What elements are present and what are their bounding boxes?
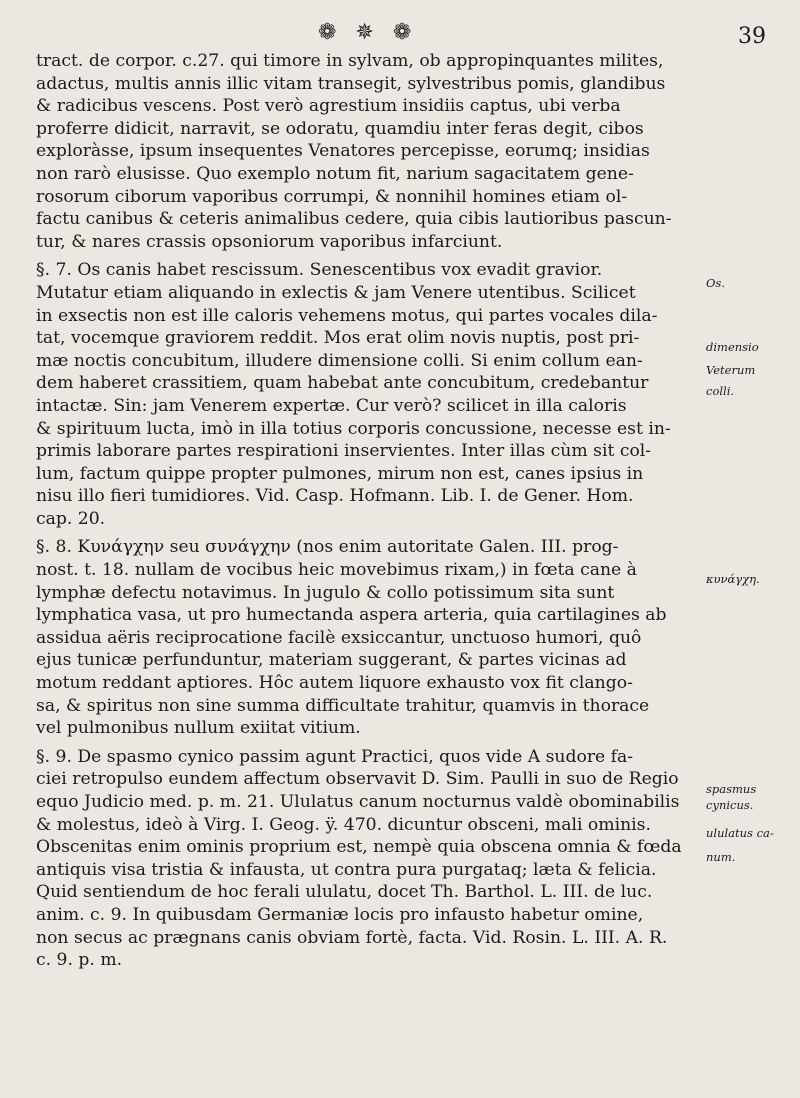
paragraph bbox=[36, 536, 704, 739]
text-line: motum reddant aptiores. Hôc autem liquore exhausto vox fit clango- bbox=[36, 673, 633, 694]
text-line: assidua aëris reciprocatione facilè exsiccantur, unctuoso humori, quô bbox=[36, 627, 642, 648]
text-line: rosorum ciborum vaporibus corrumpi, & nonnihil homines etiam ol- bbox=[36, 186, 628, 207]
paragraph bbox=[36, 259, 704, 530]
body-text bbox=[36, 50, 704, 972]
margin-note: colli. bbox=[706, 384, 735, 398]
text-line: factu canibus & ceteris animalibus cedere, quia cibis lautioribus pascun- bbox=[36, 209, 672, 230]
text-line: non secus ac prægnans canis obviam fortè, facta. Vid. Rosin. L. III. A. R. bbox=[36, 927, 668, 948]
text-line: dem haberet crassitiem, quam habebat ante concubitum, credebantur bbox=[36, 373, 649, 394]
text-line: §. 9. De spasmo cynico passim agunt Practici, quos vide A sudore fa- bbox=[36, 746, 634, 767]
margin-note: Os. bbox=[706, 276, 725, 290]
text-line: & spirituum lucta, imò in illa totius corporis concussione, necesse est in- bbox=[36, 418, 671, 439]
text-line: in exsectis non est ille caloris vehemens motus, qui partes vocales dila- bbox=[36, 305, 658, 326]
text-line: proferre didicit, narravit, se odoratu, quamdiu inter feras degit, cibos bbox=[36, 118, 644, 139]
text-line: nost. t. 18. nullam de vocibus heic movebimus rixam,) in fœta cane à bbox=[36, 560, 637, 581]
margin-note: κυνάγχη. bbox=[706, 572, 760, 586]
text-line: tract. de corpor. c.27. qui timore in sylvam, ob appropinquantes milites, bbox=[36, 51, 664, 71]
text-line: Quid sentiendum de hoc ferali ululatu, docet Th. Barthol. L. III. de luc. bbox=[36, 882, 653, 903]
text-line: exploràsse, ipsum insequentes Venatores percepisse, eorumq; insidias bbox=[36, 141, 650, 162]
text-line: adactus, multis annis illic vitam transegit, sylvestribus pomis, glandibus bbox=[36, 73, 666, 94]
text-line: c. 9. p. m. bbox=[36, 950, 123, 971]
margin-note: Veterum bbox=[706, 363, 756, 377]
margin-note: num. bbox=[706, 850, 736, 864]
margin-notes bbox=[706, 0, 796, 1098]
text-line: anim. c. 9. In quibusdam Germaniæ locis pro infausto habetur omine, bbox=[36, 904, 644, 925]
text-line: sa, & spiritus non sine summa difficultate trahitur, quamvis in thorace bbox=[36, 695, 650, 716]
text-line: lymphatica vasa, ut pro humectanda aspera arteria, quia cartilagines ab bbox=[36, 605, 667, 626]
paragraph bbox=[36, 746, 704, 972]
header-ornament: ❁ ✵ ❁ bbox=[318, 20, 418, 45]
text-line: mæ noctis concubitum, illudere dimensione colli. Si enim collum ean- bbox=[36, 350, 643, 371]
text-line: & molestus, ideò à Virg. I. Geog. ÿ. 470. dicuntur obsceni, mali ominis. bbox=[36, 814, 651, 835]
margin-note: dimensio bbox=[706, 340, 759, 354]
text-line: equo Judicio med. p. m. 21. Ululatus canum nocturnus valdè obominabilis bbox=[36, 792, 680, 812]
text-line: intactæ. Sin: jam Venerem expertæ. Cur verò? scilicet in illa caloris bbox=[36, 395, 627, 416]
text-line: lum, factum quippe propter pulmones, mirum non est, canes ipsius in bbox=[36, 463, 644, 484]
margin-note: cynicus. bbox=[706, 798, 754, 812]
text-line: antiquis visa tristia & infausta, ut contra pura purgataq; læta & felicia. bbox=[36, 859, 657, 880]
margin-note: ululatus ca- bbox=[706, 826, 774, 840]
text-line: Mutatur etiam aliquando in exlectis & jam Venere utentibus. Scilicet bbox=[36, 282, 636, 303]
text-line: ciei retropulso eundem affectum observavit D. Sim. Paulli in suo de Regio bbox=[36, 769, 679, 790]
text-line: nisu illo fieri tumidiores. Vid. Casp. Hofmann. Lib. I. de Gener. Hom. bbox=[36, 486, 634, 507]
text-line: primis laborare partes respirationi inservientes. Inter illas cùm sit col- bbox=[36, 441, 652, 462]
text-line: non rarò elusisse. Quo exemplo notum fit, narium sagacitatem gene- bbox=[36, 163, 634, 184]
text-line: tat, vocemque graviorem reddit. Mos erat olim novis nuptis, post pri- bbox=[36, 328, 640, 349]
text-line: §. 7. Os canis habet rescissum. Senescentibus vox evadit gravior. bbox=[36, 260, 603, 281]
margin-note: spasmus bbox=[706, 782, 757, 796]
text-line: ejus tunicæ perfunduntur, materiam suggerant, & partes vicinas ad bbox=[36, 650, 627, 671]
text-line: Obscenitas enim ominis proprium est, nempè quia obscena omnia & fœda bbox=[36, 837, 682, 858]
text-line: vel pulmonibus nullum exiitat vitium. bbox=[36, 718, 361, 739]
text-line: & radicibus vescens. Post verò agrestium insidiis captus, ubi verba bbox=[36, 96, 621, 117]
text-line: cap. 20. bbox=[36, 508, 106, 529]
paragraph bbox=[36, 50, 704, 253]
page-number: 39 bbox=[738, 24, 766, 49]
text-line: lymphæ defectu notavimus. In jugulo & collo potissimum sita sunt bbox=[36, 582, 615, 603]
text-line: §. 8. Κυνάγχην seu συνάγχην (nos enim autoritate Galen. III. prog- bbox=[36, 537, 619, 558]
text-line: tur, & nares crassis opsoniorum vaporibus infarciunt. bbox=[36, 231, 503, 252]
